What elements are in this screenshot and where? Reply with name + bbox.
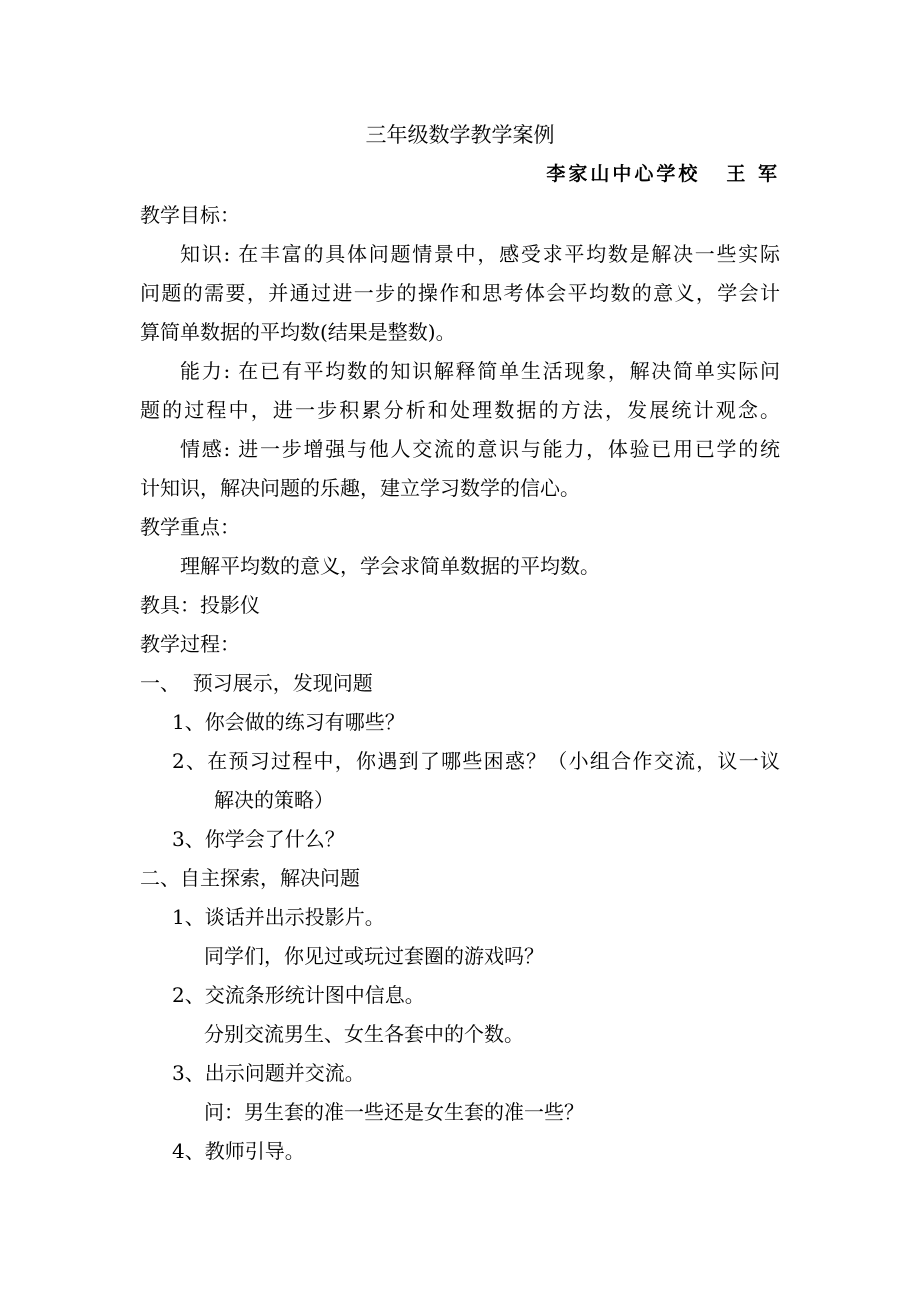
- section-2-item-1-sub: 同学们，你见过或玩过套圈的游戏吗？: [204, 944, 544, 968]
- section-2-item-1: 1、谈话并出示投影片。: [172, 905, 385, 929]
- section-1-item-2: 2、在预习过程中，你遇到了哪些困惑？（小组合作交流，议一议: [172, 749, 780, 773]
- section-1-item-3: 3、你学会了什么？: [172, 827, 345, 851]
- section-2-item-3: 3、出示问题并交流。: [172, 1061, 365, 1085]
- section-1-item-1: 1、你会做的练习有哪些？: [172, 710, 405, 734]
- key-text: 理解平均数的意义，学会求简单数据的平均数。: [180, 554, 600, 578]
- section-2-item-2: 2、交流条形统计图中信息。: [172, 983, 425, 1007]
- section-2-item-2-sub: 分别交流男生、女生各套中的个数。: [204, 1022, 524, 1046]
- ability-line-1: 能力: 在已有平均数的知识解释简单生活现象，解决简单实际问: [180, 359, 780, 383]
- ability-line-2: 题的过程中，进一步积累分析和处理数据的方法，发展统计观念。: [140, 398, 780, 422]
- section-2-heading: 二、自主探索，解决问题: [140, 866, 360, 890]
- key-heading: 教学重点：: [140, 515, 240, 539]
- emotion-line-2: 计知识，解决问题的乐趣，建立学习数学的信心。: [140, 476, 580, 500]
- author-school: 李家山中心学校: [546, 163, 701, 185]
- knowledge-line-3: 算简单数据的平均数(结果是整数)。: [140, 320, 456, 344]
- document-title: 三年级数学教学案例: [365, 123, 555, 147]
- author-name: 王 军: [726, 163, 780, 185]
- knowledge-line-1: 知识: 在丰富的具体问题情景中，感受求平均数是解决一些实际: [180, 242, 780, 266]
- process-heading: 教学过程：: [140, 632, 240, 656]
- tools-line: 教具：投影仪: [140, 593, 260, 617]
- section-1-item-2-cont: 解决的策略）: [214, 788, 334, 812]
- emotion-line-1: 情感: 进一步增强与他人交流的意识与能力，体验已用已学的统: [180, 437, 780, 461]
- section-1-heading: 一、 预习展示，发现问题: [140, 671, 373, 695]
- section-2-item-3-sub: 问：男生套的准一些还是女生套的准一些？: [204, 1100, 584, 1124]
- knowledge-line-2: 问题的需要，并通过进一步的操作和思考体会平均数的意义，学会计: [140, 281, 780, 305]
- section-2-item-4: 4、教师引导。: [172, 1139, 305, 1163]
- objectives-heading: 教学目标：: [140, 203, 240, 227]
- author-line: [546, 161, 780, 187]
